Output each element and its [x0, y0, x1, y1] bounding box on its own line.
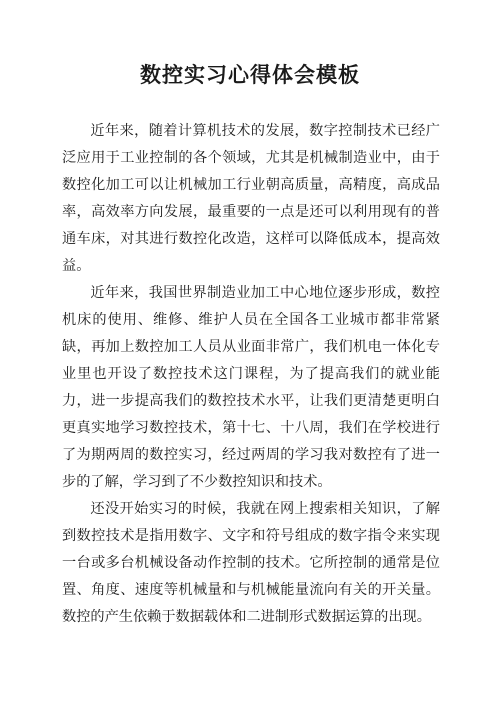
paragraph-1: 近年来，随着计算机技术的发展，数字控制技术已经广泛应用于工业控制的各个领域，尤其是机械制造业中，由于数控化加工可以让机械加工行业朝高质量，高精度，高成品率，高效率方向发展，最重要的一点是还可以利用现有的普通车床，对其进行数控化改造，这样可以降低成本，提高效益。: [62, 123, 440, 274]
paragraph-3: 还没开始实习的时候，我就在网上搜索相关知识，了解到数控技术是指用数字、文字和符号组成的数字指令来实现一台或多台机械设备动作控制的技术。它所控制的通常是位置、角度、速度等机械量和与机械能量流向有关的开关量。数控的产生依赖于数据载体和二进制形式数据运算的出现。: [62, 501, 440, 625]
document-body: [62, 118, 440, 631]
paragraph-2: 近年来，我国世界制造业加工中心地位逐步形成，数控机床的使用、维修、维护人员在全国各工业城市都非常紧缺，再加上数控加工人员从业面非常广，我们机电一体化专业里也开设了数控技术这门课程，为了提高我们的就业能力，进一步提高我们的数控技术水平，让我们更清楚更明白更真实地学习数控技术，第十七、十八周，我们在学校进行了为期两周的数控实习，经过两周的学习我对数控有了进一步的了解，学习到了不少数控知识和技术。: [62, 285, 440, 490]
page-title: 数控实习心得体会模板: [140, 63, 360, 87]
